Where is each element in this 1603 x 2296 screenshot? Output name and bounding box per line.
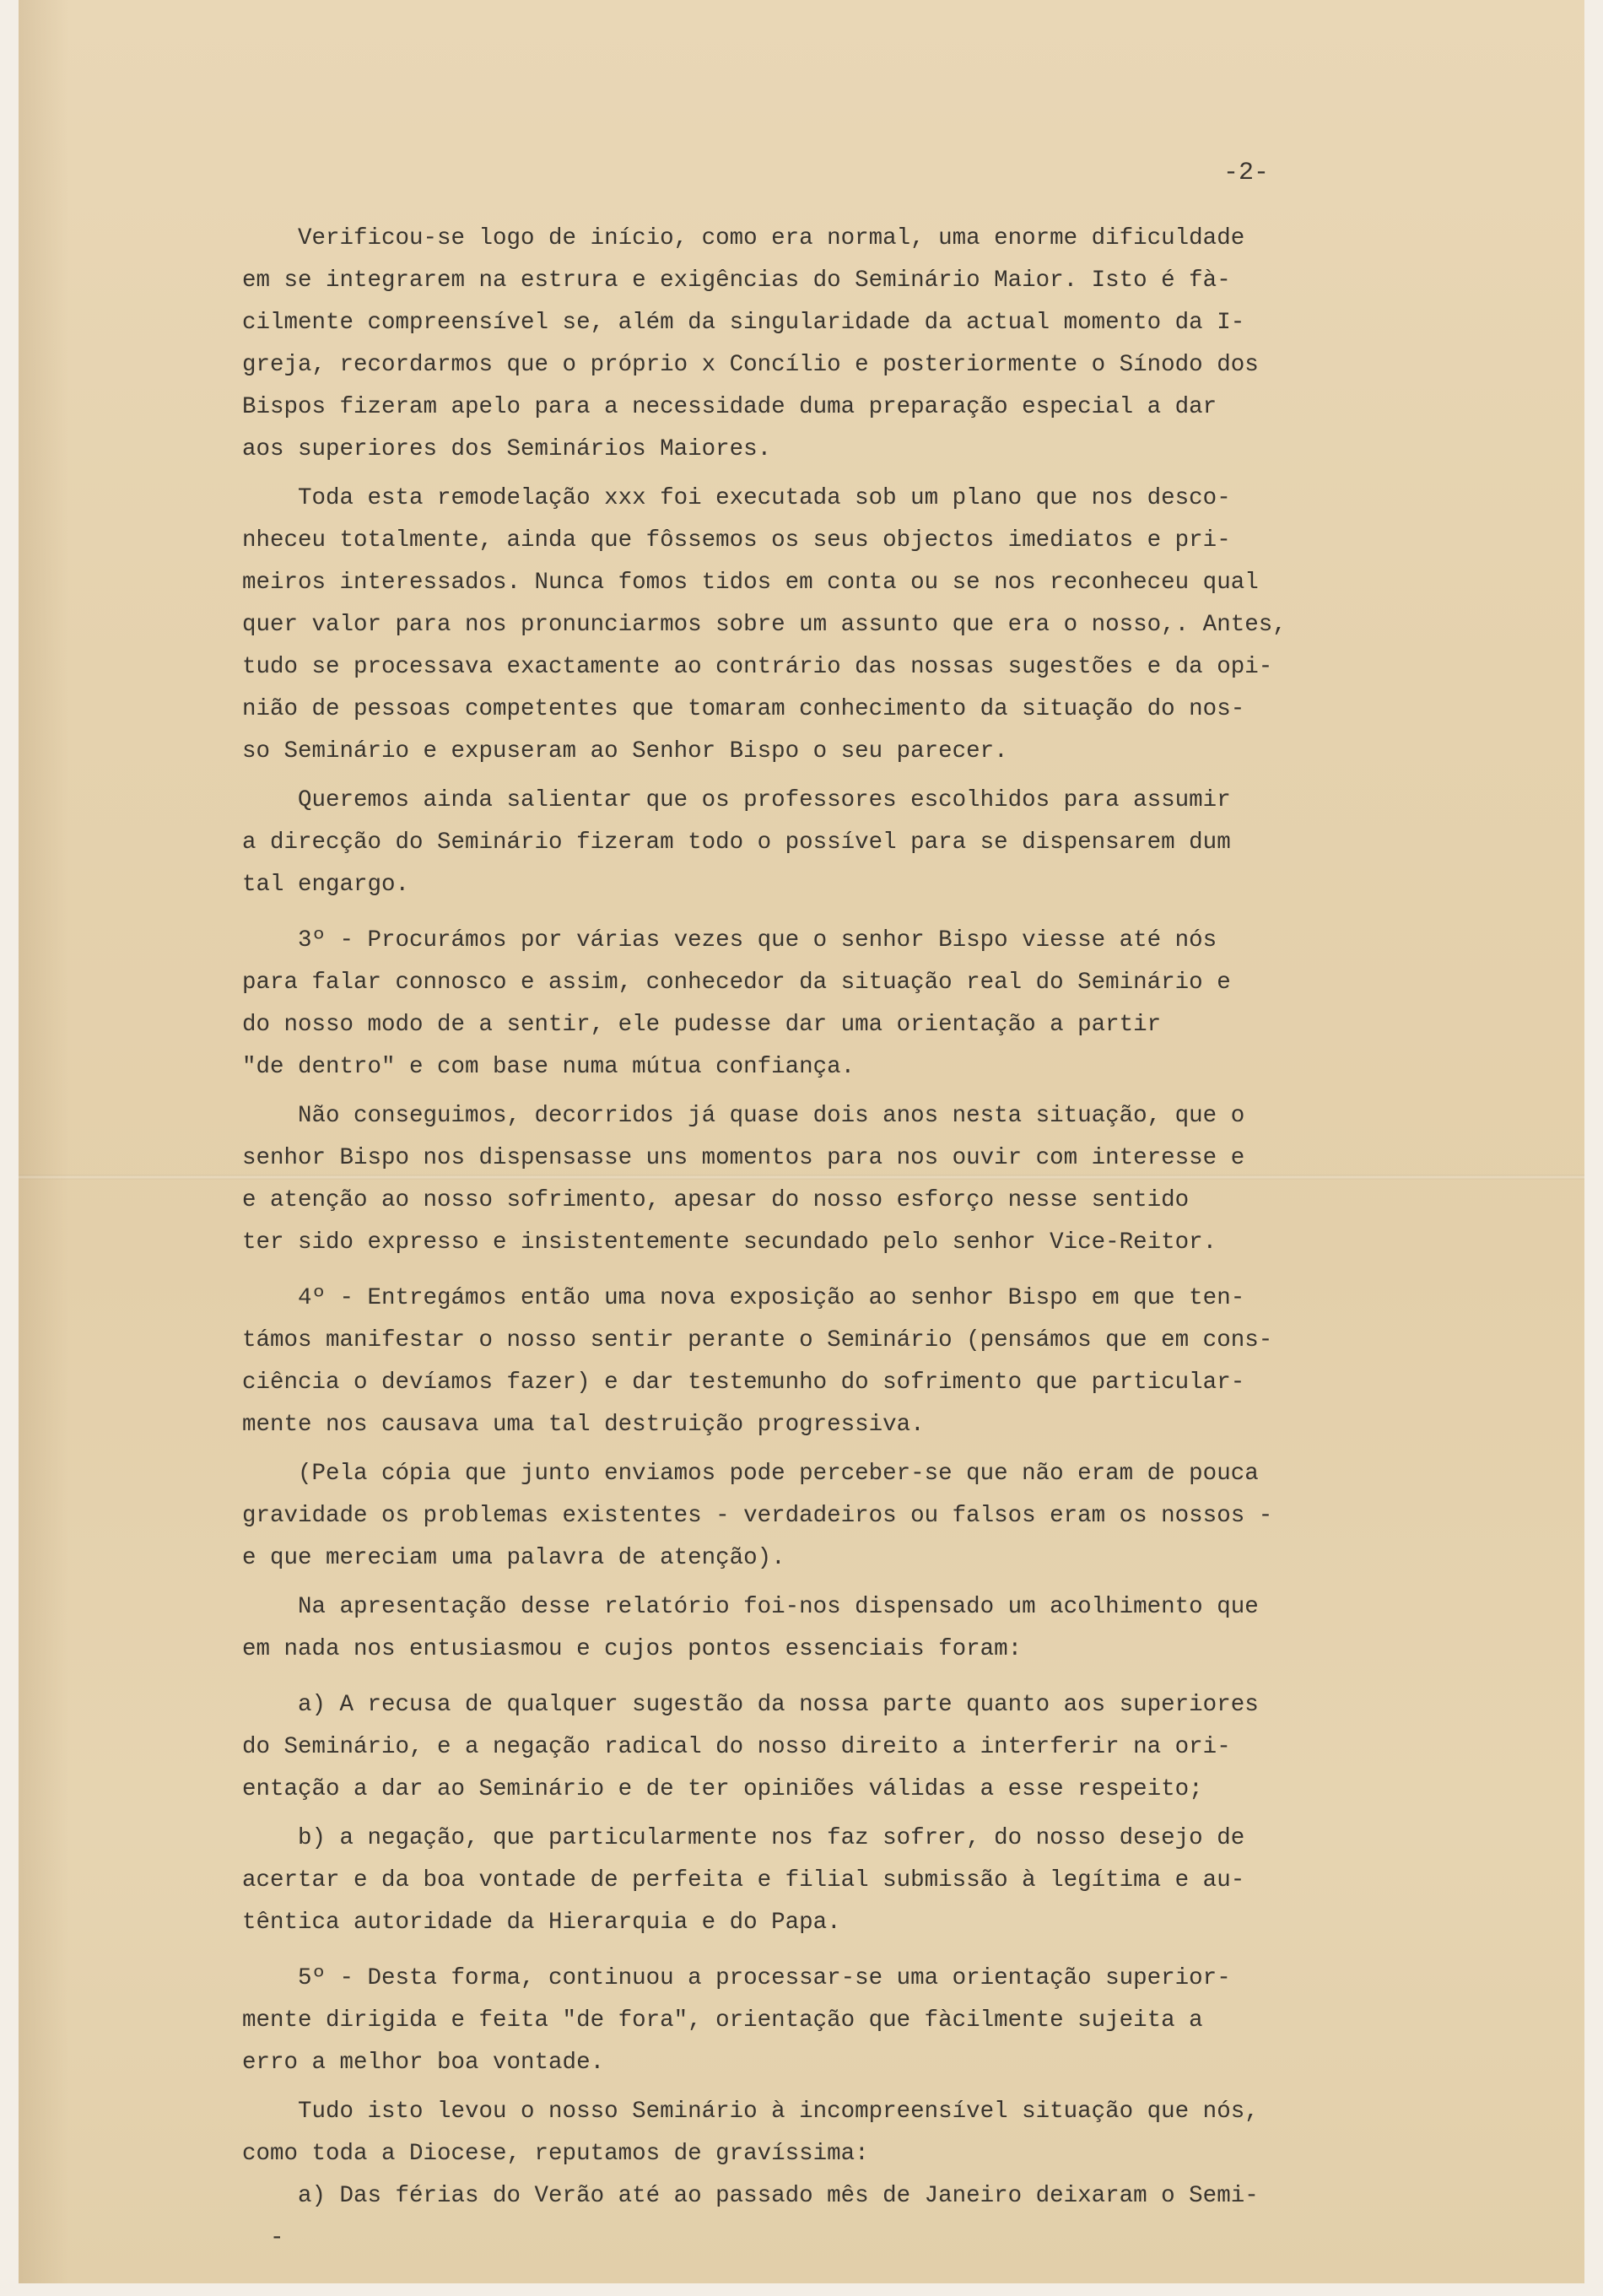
paragraph-spacing <box>242 2084 1415 2091</box>
text-line: erro a melhor boa vontade. <box>242 2050 605 2076</box>
text-line: para falar connosco e assim, conhecedor da situação real do Seminário e <box>242 970 1231 996</box>
text-line: entação a dar ao Seminário e de ter opiniões válidas a esse respeito; <box>242 1776 1203 1802</box>
text-line: a direcção do Seminário fizeram todo o possível para se dispensarem dum <box>242 829 1231 856</box>
text-line: ter sido expresso e insistentemente secundado pelo senhor Vice-Reitor. <box>242 1229 1217 1256</box>
paragraph-spacing <box>242 1264 1415 1278</box>
paragraph <box>242 1958 1415 2084</box>
paragraph-spacing <box>242 906 1415 920</box>
text-line: tudo se processava exactamente ao contrário das nossas sugestões e da opi- <box>242 654 1273 680</box>
text-line: acertar e da boa vontade de perfeita e filial submissão à legítima e au- <box>242 1867 1245 1894</box>
text-line: Queremos ainda salientar que os professores escolhidos para assumir <box>242 787 1231 813</box>
text-line: cilmente compreensível se, além da singularidade da actual momento da I- <box>242 310 1245 336</box>
text-line: Toda esta remodelação xxx foi executada sob um plano que nos desco- <box>242 485 1231 511</box>
typed-letter-body <box>242 218 1415 2260</box>
text-line: como toda a Diocese, reputamos de gravíssima: <box>242 2141 869 2167</box>
text-line: "de dentro" e com base numa mútua confiança. <box>242 1054 855 1080</box>
paragraph <box>242 780 1415 906</box>
text-line: Tudo isto levou o nosso Seminário à incompreensível situação que nós, <box>242 2099 1259 2125</box>
text-line: Verificou-se logo de início, como era normal, uma enorme dificuldade <box>242 225 1245 251</box>
text-line: 3º - Procurámos por várias vezes que o senhor Bispo viesse até nós <box>242 927 1217 954</box>
paragraph-spacing <box>242 1446 1415 1453</box>
paragraph <box>242 1684 1415 1811</box>
paragraph <box>242 1453 1415 1580</box>
text-line: nião de pessoas competentes que tomaram conhecimento da situação do nos- <box>242 696 1245 722</box>
paragraph-spacing <box>242 1671 1415 1684</box>
paragraph <box>242 2091 1415 2260</box>
text-line: Na apresentação desse relatório foi-nos dispensado um acolhimento que <box>242 1594 1259 1620</box>
text-line: so Seminário e expuseram ao Senhor Bispo o seu parecer. <box>242 738 1008 764</box>
text-line: nheceu totalmente, ainda que fôssemos os seus objectos imediatos e pri- <box>242 527 1231 554</box>
text-line: (Pela cópia que junto enviamos pode perceber-se que não eram de pouca <box>242 1461 1259 1487</box>
text-line: têntica autoridade da Hierarquia e do Papa. <box>242 1910 841 1936</box>
paragraph <box>242 218 1415 471</box>
paragraph-spacing <box>242 773 1415 780</box>
paragraph <box>242 1818 1415 1944</box>
text-line: ciência o devíamos fazer) e dar testemunho do sofrimento que particular- <box>242 1369 1245 1396</box>
text-line: tal engargo. <box>242 872 410 898</box>
text-line: 4º - Entregámos então uma nova exposição ao senhor Bispo em que ten- <box>242 1285 1245 1311</box>
text-line: gravidade os problemas existentes - verdadeiros ou falsos eram os nossos - <box>242 1503 1273 1529</box>
text-line: mente nos causava uma tal destruição progressiva. <box>242 1412 925 1438</box>
text-line: Não conseguimos, decorridos já quase dois anos nesta situação, que o <box>242 1103 1245 1129</box>
text-line: a) Das férias do Verão até ao passado mês de Janeiro deixaram o Semi- <box>242 2183 1259 2209</box>
text-line: támos manifestar o nosso sentir perante o Seminário (pensámos que em cons- <box>242 1327 1273 1353</box>
paragraph-spacing <box>242 1580 1415 1586</box>
text-line: 5º - Desta forma, continuou a processar-se uma orientação superior- <box>242 1965 1231 1991</box>
paragraph-spacing <box>242 1811 1415 1818</box>
text-line: e que mereciam uma palavra de atenção). <box>242 1545 785 1571</box>
text-line: meiros interessados. Nunca fomos tidos em conta ou se nos reconheceu qual <box>242 570 1259 596</box>
text-line: em nada nos entusiasmou e cujos pontos essenciais foram: <box>242 1636 1023 1662</box>
paragraph <box>242 478 1415 773</box>
page-number: -2- <box>1223 159 1270 187</box>
text-line: - <box>242 2225 284 2251</box>
text-line: a) A recusa de qualquer sugestão da nossa parte quanto aos superiores <box>242 1692 1259 1718</box>
paragraph <box>242 1095 1415 1264</box>
paper-edge-stain <box>19 0 69 2283</box>
text-line: em se integrarem na estrura e exigências do Seminário Maior. Isto é fà- <box>242 267 1231 294</box>
paragraph <box>242 1586 1415 1671</box>
paragraph-spacing <box>242 471 1415 478</box>
text-line: quer valor para nos pronunciarmos sobre um assunto que era o nosso,. Antes, <box>242 612 1287 638</box>
text-line: do nosso modo de a sentir, ele pudesse dar uma orientação a partir <box>242 1012 1162 1038</box>
text-line: greja, recordarmos que o próprio x Concílio e posteriormente o Sínodo dos <box>242 352 1259 378</box>
paragraph <box>242 920 1415 1089</box>
text-line: do Seminário, e a negação radical do nosso direito a interferir na ori- <box>242 1734 1231 1760</box>
paragraph <box>242 1278 1415 1446</box>
text-line: aos superiores dos Seminários Maiores. <box>242 436 772 462</box>
text-line: b) a negação, que particularmente nos faz sofrer, do nosso desejo de <box>242 1825 1245 1851</box>
document-page <box>19 0 1584 2283</box>
paragraph-spacing <box>242 1089 1415 1095</box>
paragraph-spacing <box>242 1944 1415 1958</box>
text-line: Bispos fizeram apelo para a necessidade duma preparação especial a dar <box>242 394 1217 420</box>
text-line: senhor Bispo nos dispensasse uns momentos para nos ouvir com interesse e <box>242 1145 1245 1171</box>
text-line: e atenção ao nosso sofrimento, apesar do nosso esforço nesse sentido <box>242 1187 1190 1213</box>
text-line: mente dirigida e feita "de fora", orientação que fàcilmente sujeita a <box>242 2007 1203 2034</box>
